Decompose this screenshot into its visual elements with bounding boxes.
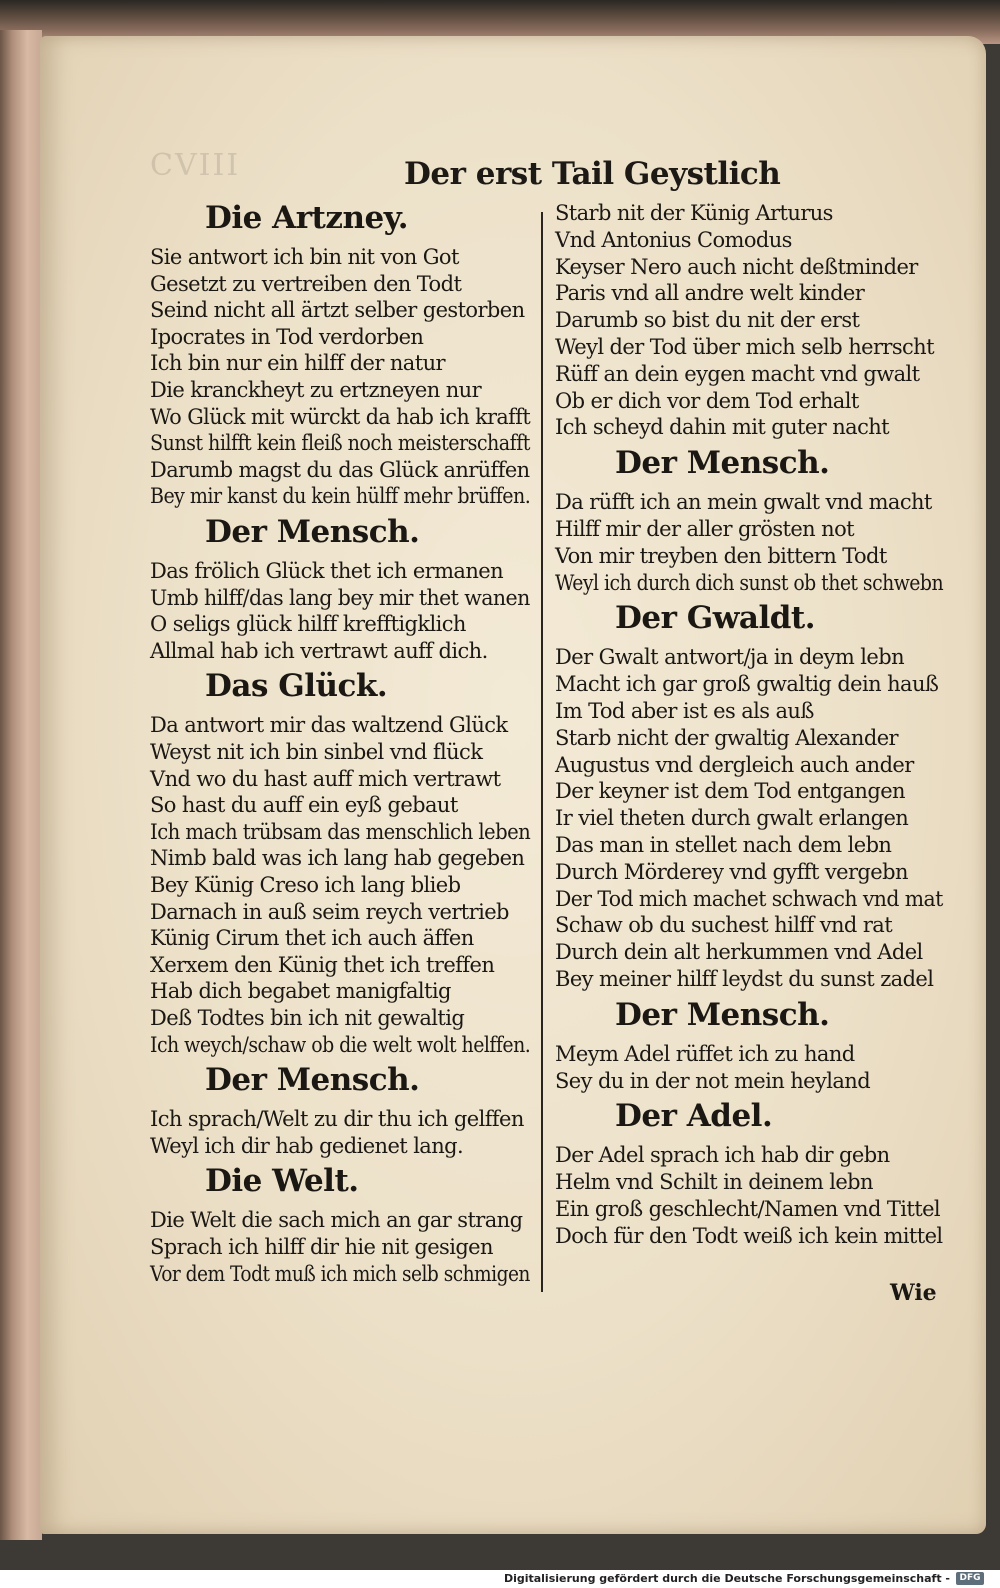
verse-line: Ir viel theten durch gwalt erlangen xyxy=(555,806,909,831)
verse-line: Sie antwort ich bin nit von Got xyxy=(150,245,459,269)
verse-line: Weyl der Tod über mich selb herrscht xyxy=(555,335,934,359)
verse-line: Seind nicht all ärtzt selber gestorben xyxy=(150,298,525,323)
verse-line: Der keyner ist dem Tod entgangen xyxy=(555,779,905,804)
verse-line: Ich weych/schaw ob die welt wolt helffen. xyxy=(150,1032,531,1057)
verse-line: Deß Todtes bin ich nit gewaltig xyxy=(150,1006,465,1030)
section-heading: Die Artzney. xyxy=(205,200,408,236)
verse-line: Sunst hilfft kein fleiß noch meisterschafft xyxy=(150,431,530,456)
section-heading: Der Gwaldt. xyxy=(615,600,816,637)
book-page-edges xyxy=(0,30,42,1540)
verse-line: Nimb bald was ich lang hab gegeben xyxy=(150,846,525,871)
dfg-logo: DFG xyxy=(956,1572,984,1585)
verse-line: Von mir treyben den bittern Todt xyxy=(555,543,887,568)
verse-line: Ipocrates in Tod verdorben xyxy=(150,324,424,349)
verse-line: Vnd Antonius Comodus xyxy=(555,227,792,252)
verse-line: Bey Künig Creso ich lang blieb xyxy=(150,873,461,897)
verse-line: Wo Glück mit würckt da hab ich krafft xyxy=(150,404,531,429)
verse-line: Durch Mörderey vnd gyfft vergebn xyxy=(555,859,908,884)
section-heading: Der Mensch. xyxy=(205,514,420,550)
verse-line: Meym Adel rüffet ich zu hand xyxy=(555,1041,855,1066)
verse-line: Macht ich gar groß gwaltig dein hauß xyxy=(555,672,939,697)
verse-line: Da rüfft ich an mein gwalt vnd macht xyxy=(555,490,932,515)
verse-line: Das frölich Glück thet ich ermanen xyxy=(150,559,503,583)
verse-line: Weyl ich durch dich sunst ob thet schwebn xyxy=(555,570,944,595)
verse-line: Ich sprach/Welt zu dir thu ich gelffen xyxy=(150,1107,524,1132)
verse-line: Sey du in der not mein heyland xyxy=(555,1068,871,1093)
verse-line: Darumb magst du das Glück anrüffen xyxy=(150,457,530,482)
verse-line: Helm vnd Schilt in deinem lebn xyxy=(555,1170,873,1195)
section-heading: Der Mensch. xyxy=(615,996,830,1033)
verse-line: Darumb so bist du nit der erst xyxy=(555,308,860,333)
verse-line: Weyl ich dir hab gedienet lang. xyxy=(150,1133,464,1158)
column-rule xyxy=(541,212,543,1292)
verse-line: Augustus vnd dergleich auch ander xyxy=(555,752,914,777)
verse-line: Der Tod mich machet schwach vnd mat xyxy=(555,886,943,911)
verse-line: Xerxem den Künig thet ich treffen xyxy=(150,952,495,977)
verse-line: Der Gwalt antwort/ja in deym lebn xyxy=(555,645,904,670)
verse-line: O seligs glück hilff krefftigklich xyxy=(150,612,466,637)
verse-line: Keyser Nero auch nicht deßtminder xyxy=(555,254,918,279)
verse-line: Schaw ob du suchest hilff vnd rat xyxy=(555,913,893,938)
verse-line: Ein groß geschlecht/Namen vnd Tittel xyxy=(555,1197,941,1221)
verse-line: Starb nicht der gwaltig Alexander xyxy=(555,725,898,750)
section-heading: Der Adel. xyxy=(615,1098,773,1135)
verse-line: Durch dein alt herkummen vnd Adel xyxy=(555,940,923,965)
verse-line: Ob er dich vor dem Tod erhalt xyxy=(555,388,859,413)
verse-line: Sprach ich hilff dir hie nit gesigen xyxy=(150,1235,493,1259)
catchword: Wie xyxy=(890,1280,937,1306)
verse-line: Starb nit der Künig Arturus xyxy=(555,201,833,225)
verse-line: Da antwort mir das waltzend Glück xyxy=(150,713,508,738)
verse-line: So hast du auff ein eyß gebaut xyxy=(150,793,458,818)
digitization-credit: Digitalisierung gefördert durch die Deutsche Forschungsgemeinschaft - xyxy=(503,1572,950,1585)
verse-line: Hilff mir der aller grösten not xyxy=(555,517,854,541)
verse-line: Allmal hab ich vertrawt auff dich. xyxy=(150,638,488,663)
verse-line: Weyst nit ich bin sinbel vnd flück xyxy=(150,740,483,764)
verse-line: Umb hilff/das lang bey mir thet wanen xyxy=(150,585,530,610)
verse-line: Der Adel sprach ich hab dir gebn xyxy=(555,1143,890,1168)
verse-line: Bey meiner hilff leydst du sunst zadel xyxy=(555,967,934,991)
verse-line: Vor dem Todt muß ich mich selb schmigen xyxy=(150,1261,530,1286)
verse-line: Die Welt die sach mich an gar strang xyxy=(150,1208,523,1233)
running-head: Der erst Tail Geystlich xyxy=(404,156,781,192)
section-heading: Das Glück. xyxy=(205,668,388,705)
verse-line: Gesetzt zu vertreiben den Todt xyxy=(150,271,462,296)
section-heading: Der Mensch. xyxy=(615,445,830,482)
verse-line: Das man in stellet nach dem lebn xyxy=(555,833,892,857)
verse-line: Vnd wo du hast auff mich vertrawt xyxy=(150,766,501,791)
verse-line: Ich mach trübsam das menschlich leben xyxy=(150,819,531,844)
verse-line: Bey mir kanst du kein hülff mehr brüffen. xyxy=(150,484,531,509)
verse-line: Doch für den Todt weiß ich kein mittel xyxy=(555,1223,943,1248)
verse-line: Ich scheyd dahin mit guter nacht xyxy=(555,415,889,440)
verse-line: Rüff an dein eygen macht vnd gwalt xyxy=(555,361,920,386)
section-heading: Der Mensch. xyxy=(205,1062,420,1099)
verse-line: Darnach in auß seim reych vertrieb xyxy=(150,899,509,924)
verse-line: Ich bin nur ein hilff der natur xyxy=(150,351,445,376)
verse-line: Paris vnd all andre welt kinder xyxy=(555,281,865,306)
verse-line: Künig Cirum thet ich auch äffen xyxy=(150,926,474,951)
section-heading: Die Welt. xyxy=(205,1163,359,1200)
verse-line: Hab dich begabet manigfaltig xyxy=(150,979,451,1004)
verse-line: Im Tod aber ist es als auß xyxy=(555,699,814,723)
verse-line: Die kranckheyt zu ertzneyen nur xyxy=(150,378,482,402)
folio-number-ghost: CVIII xyxy=(150,148,241,183)
